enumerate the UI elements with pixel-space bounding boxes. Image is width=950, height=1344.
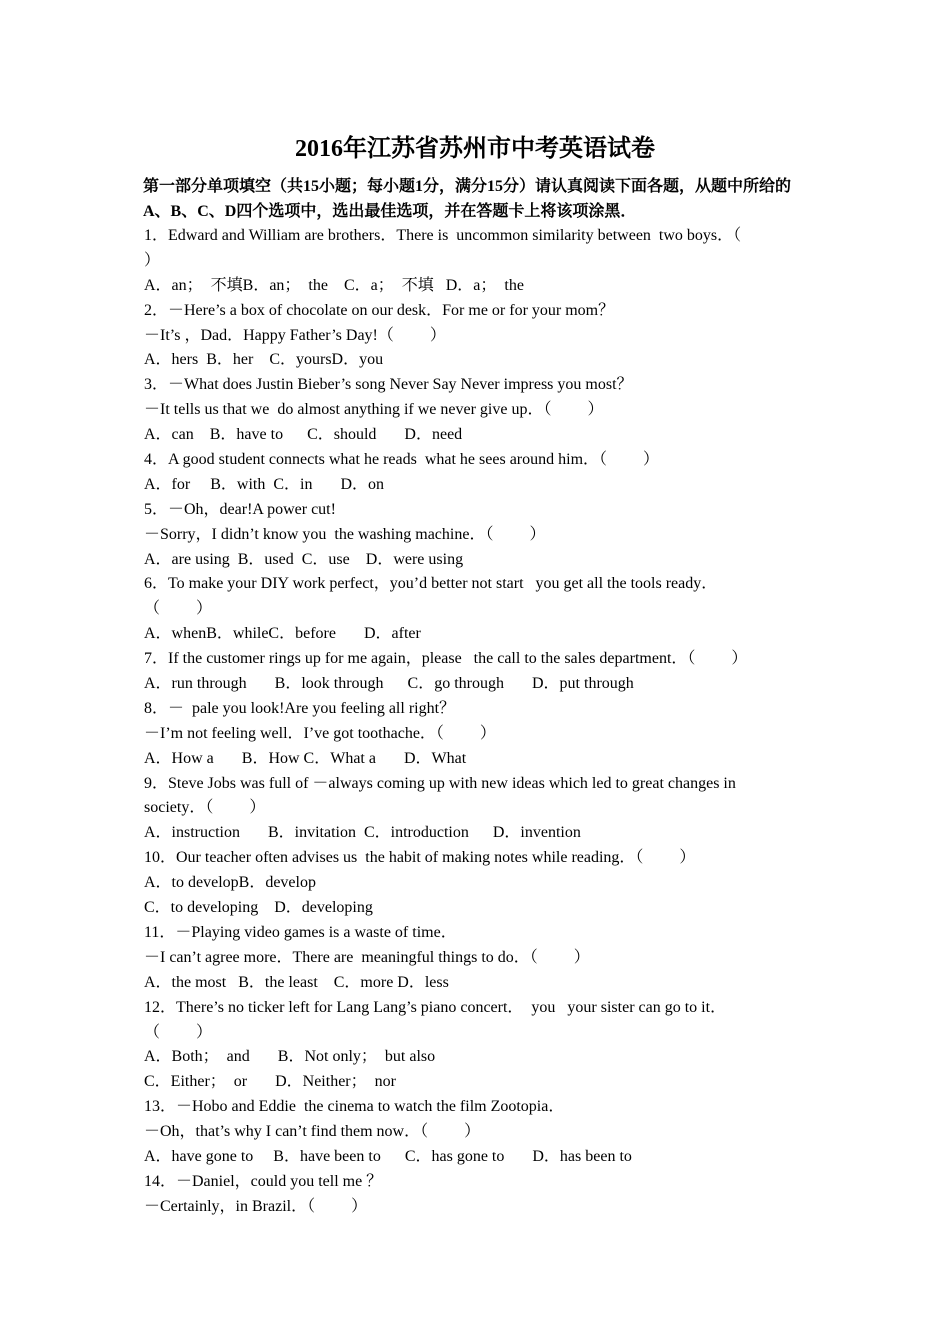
section-instructions: 第一部分单项填空（共15小题；每小题1分，满分15分）请认真阅读下面各题，从题中所给的A、B、C、D四个选项中，选出最佳选项，并在答题卡上将该项涂黑． [143, 178, 792, 220]
text-line: 9．Steve Jobs was full of －always coming up with new ideas which led to great changes in [144, 774, 736, 792]
text-line: －I can’t agree more．There are meaningful things to do．（ ） [144, 948, 590, 966]
question-list [144, 224, 804, 1220]
text-line: 7．If the customer rings up for me again，please the call to the sales department．（ ） [144, 650, 748, 668]
text-line: 13．－Hobo and Eddie the cinema to watch the film Zootopia． [144, 1098, 565, 1116]
text-line: society．（ ） [144, 799, 266, 817]
text-line: C．to developing D．developing [144, 899, 373, 917]
text-line: 5．－Oh，dear!A power cut! [144, 500, 336, 518]
text-line: 8．－ pale you look!Are you feeling all right？ [144, 699, 456, 717]
text-line: 4．A good student connects what he reads what he sees around him．（ ） [144, 451, 660, 469]
text-line: －Oh，that’s why I can’t find them now．（ ） [144, 1123, 481, 1141]
text-line: A．instruction B．invitation C．introduction D．invention [144, 824, 581, 842]
text-line: ） [144, 251, 161, 269]
text-line: A．whenB．whileC．before D．after [144, 625, 421, 643]
text-line: 14．－Daniel，could you tell me ？ [144, 1172, 383, 1190]
text-line: 11．－Playing video games is a waste of time． [144, 923, 457, 941]
text-line: A．to developB．develop [144, 874, 316, 892]
text-line: 10．Our teacher often advises us the habit of making notes while reading．（ ） [144, 849, 696, 867]
text-line: A．an； 不填B．an； the C．a； 不填 D．a； the [144, 276, 524, 294]
text-line: A．run through B．look through C．go through D．put through [144, 675, 634, 693]
text-line: A．are using B．used C．use D．were using [144, 550, 464, 568]
text-line: －Sorry，I didn’t know you the washing machine．（ ） [144, 525, 546, 543]
text-line: 1．Edward and William are brothers．There is uncommon similarity between two boys．（ [144, 227, 742, 244]
text-line: 2．－Here’s a box of chocolate on our desk．For me or for your mom？ [144, 301, 615, 319]
text-line: －It tells us that we do almost anything if we never give up．（ ） [144, 401, 604, 419]
text-line: A．have gone to B．have been to C．has gone to D．has been to [144, 1147, 632, 1165]
text-line: A．Both； and B．Not only； but also [144, 1048, 436, 1066]
text-line: A．How a B．How C．What a D．What [144, 749, 467, 767]
text-line: －I’m not feeling well．I’ve got toothache．（ ） [144, 724, 496, 742]
text-line: C．Either； or D．Neither； nor [144, 1073, 396, 1091]
text-line: －Certainly，in Brazil．（ ） [144, 1197, 368, 1215]
text-line: 3．－What does Justin Bieber’s song Never Say Never impress you most？ [144, 376, 633, 394]
text-line: 12．There’s no ticker left for Lang Lang’s piano concert． you your sister can go to it． [144, 998, 727, 1016]
text-line: 6．To make your DIY work perfect，you’d better not start you get all the tools ready． [144, 575, 718, 593]
text-line: －It’s ，Dad．Happy Father’s Day!（ ） [144, 326, 446, 344]
text-line: A．for B．with C．in D．on [144, 475, 385, 493]
page-title: 2016年江苏省苏州市中考英语试卷 [295, 136, 655, 162]
text-line: A．the most B．the least C．more D．less [144, 973, 449, 991]
text-line: A．can B．have to C．should D．need [144, 426, 463, 444]
text-line: （ ） [144, 600, 213, 618]
text-line: （ ） [144, 1023, 213, 1041]
text-line: A．hers B．her C．yoursD．you [144, 351, 384, 369]
